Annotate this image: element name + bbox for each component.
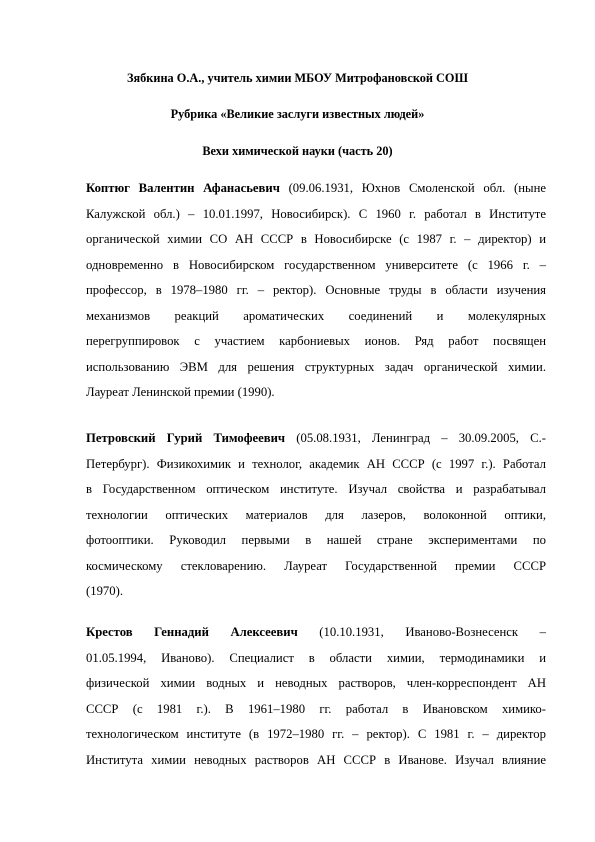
bio-name: Крестов Геннадий Алексеевич: [86, 625, 298, 639]
bio-name: Коптюг Валентин Афанасьевич: [86, 181, 280, 195]
bio-line: Петербург). Физикохимик и технолог, академик АН СССР (с 1997 г.). Работал: [86, 456, 546, 471]
bio-line: одновременно в Новосибирском государственном университете (с 1966 г. –: [86, 257, 546, 272]
article-title: Вехи химической науки (часть 20): [202, 144, 393, 158]
bio-line: Калужской обл.) – 10.01.1997, Новосибирск). С 1960 г. работал в Институте: [86, 206, 546, 221]
bio-line: Лауреат Ленинской премии (1990).: [86, 385, 275, 399]
bio-line: использованию ЭВМ для решения структурных задач органической химии.: [86, 359, 546, 374]
bio-line: Петровский Гурий Тимофеевич (05.08.1931, Ленинград – 30.09.2005, С.-: [86, 431, 546, 445]
bio-line: технологии оптических материалов для лазеров, волоконной оптики,: [86, 507, 546, 522]
bio-line: в Государственном оптическом институте. Изучал свойства и разрабатывал: [86, 482, 546, 496]
bio-line: перегруппировок с участием карбониевых ионов. Ряд работ посвящен: [86, 334, 546, 348]
author-line: Зябкина О.А., учитель химии МБОУ Митрофановской СОШ: [126, 71, 469, 85]
bio-line: механизмов реакций ароматических соединений и молекулярных: [86, 308, 546, 323]
bio-name: Петровский Гурий Тимофеевич: [86, 431, 286, 445]
bio-line: Крестов Геннадий Алексеевич (10.10.1931, Иваново-Вознесенск –: [86, 625, 546, 639]
bio-paragraph-petrovsky: [86, 426, 546, 605]
bio-line: технологическом институте (в 1972–1980 гг. – ректор). С 1981 г. – директор: [86, 727, 546, 741]
rubric-line: Рубрика «Великие заслуги известных людей»: [170, 107, 425, 121]
bio-line: физической химии водных и неводных растворов, член-корреспондент АН: [86, 676, 546, 690]
bio-paragraph-koptyug: [86, 176, 546, 406]
bio-line: Коптюг Валентин Афанасьевич (09.06.1931, Юхнов Смоленской обл. (ныне: [86, 181, 546, 195]
bio-line: СССР (с 1981 г.). В 1961–1980 гг. работал в Ивановском химико-: [86, 701, 546, 716]
bio-line: Института химии неводных растворов АН СССР в Иванове. Изучал влияние: [86, 752, 546, 767]
bio-line: космическому стекловарению. Лауреат Государственной премии СССР: [86, 558, 546, 573]
bio-line: 01.05.1994, Иваново). Специалист в области химии, термодинамики и: [86, 650, 546, 665]
bio-line: фотооптики. Руководил первыми в нашей стране экспериментами по: [86, 533, 546, 547]
bio-line: профессор, в 1978–1980 гг. – ректор). Основные труды в области изучения: [86, 283, 546, 297]
bio-paragraph-krestov: [86, 620, 546, 773]
bio-line: (1970).: [86, 584, 123, 598]
bio-line: органической химии СО АН СССР в Новосибирске (с 1987 г. – директор) и: [86, 232, 546, 246]
